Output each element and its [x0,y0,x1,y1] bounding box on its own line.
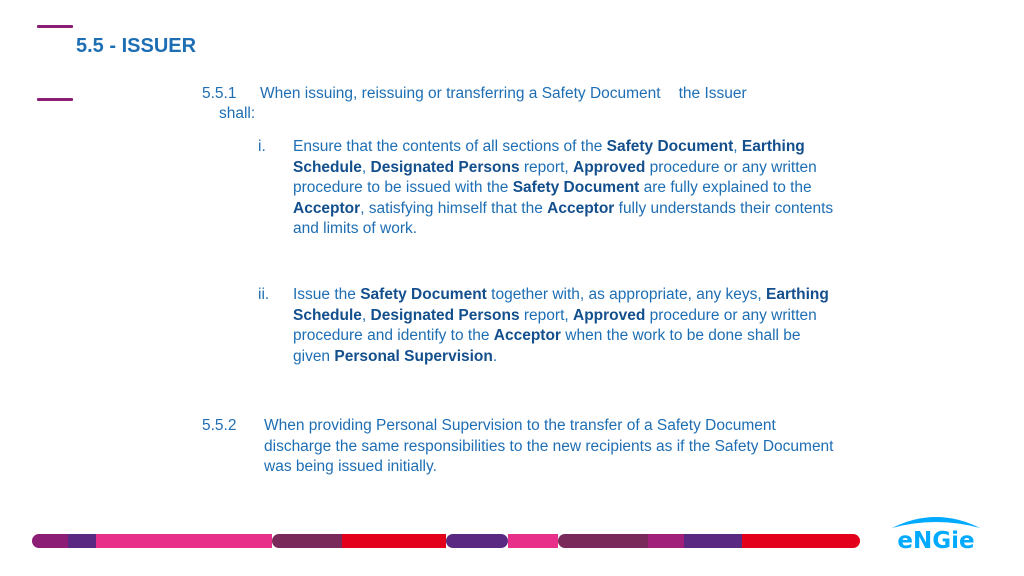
list-item-text [293,285,838,367]
band-segment [96,534,272,548]
band-segment [558,534,648,548]
text-run: when the work to be done shall be given [293,327,801,365]
list-item-text [293,137,838,240]
text-run: are fully explained to the [639,179,812,196]
bold-term: Approved [573,158,646,176]
text-run: Issue the [293,286,361,303]
text-run: , [361,158,371,176]
band-segment [446,534,508,548]
accent-line-top [37,25,73,28]
bold-term: Acceptor [493,327,561,344]
section-number: 5.5.1 [202,85,237,102]
accent-line-bottom [37,98,73,101]
bold-term: Designated Persons [370,158,520,176]
text-run: together with, as appropriate, any keys, [486,286,766,303]
text-run: report, [519,158,573,176]
bold-term: Earthing Schedule [293,138,805,176]
bold-term: Earthing Schedule [293,286,829,324]
engie-logo [884,512,988,554]
text-run: , [361,306,371,324]
band-segment [684,534,742,548]
logo-wordmark-icon [884,512,988,554]
roman-numeral: ii. [258,286,270,303]
band-segment [32,534,68,548]
text-run: procedure or any written procedure to be issued with the [293,158,817,196]
text-run: , [733,138,742,155]
band-segment [272,534,342,548]
section-text-line2: shall: [219,105,256,122]
bold-term: Acceptor [547,199,615,217]
section-text-line1 [260,84,747,105]
bold-term: Approved [573,306,646,324]
section-text: When providing Personal Supervision to the transfer of a Safety Document discharge the same responsibilities to the new recipients as if the Safety Document was being issued initially. [264,417,834,475]
band-segment [342,534,446,548]
text-run: , satisfying himself that the [360,199,548,217]
bold-term: Safety Document [606,138,734,155]
bold-term: Designated Persons [370,306,520,324]
section-text-part-b: the Issuer [678,85,747,102]
decorative-color-band [32,534,860,548]
band-segment [742,534,860,548]
band-segment [508,534,558,548]
band-segment [648,534,684,548]
section-text-part-a: When issuing, reissuing or transferring a Safety Document [260,85,661,102]
band-segment [68,534,96,548]
bold-term: Safety Document [512,179,640,196]
text-run: report, [519,306,573,324]
roman-numeral: i. [258,138,266,155]
text-run: procedure or any written procedure and identify to the [293,306,817,344]
text-run: Ensure that the contents of all sections of the [293,138,607,155]
text-run: . [492,347,498,365]
text-run: fully understands their contents and limits of work. [293,199,834,237]
bold-term: Safety Document [360,286,487,303]
bold-term: Acceptor [293,199,361,217]
bold-term: Personal Supervision [334,347,493,365]
page-title: 5.5 - ISSUER [76,35,197,57]
svg-text:eNGie: eNGie [897,528,975,554]
section-number: 5.5.2 [202,417,237,434]
